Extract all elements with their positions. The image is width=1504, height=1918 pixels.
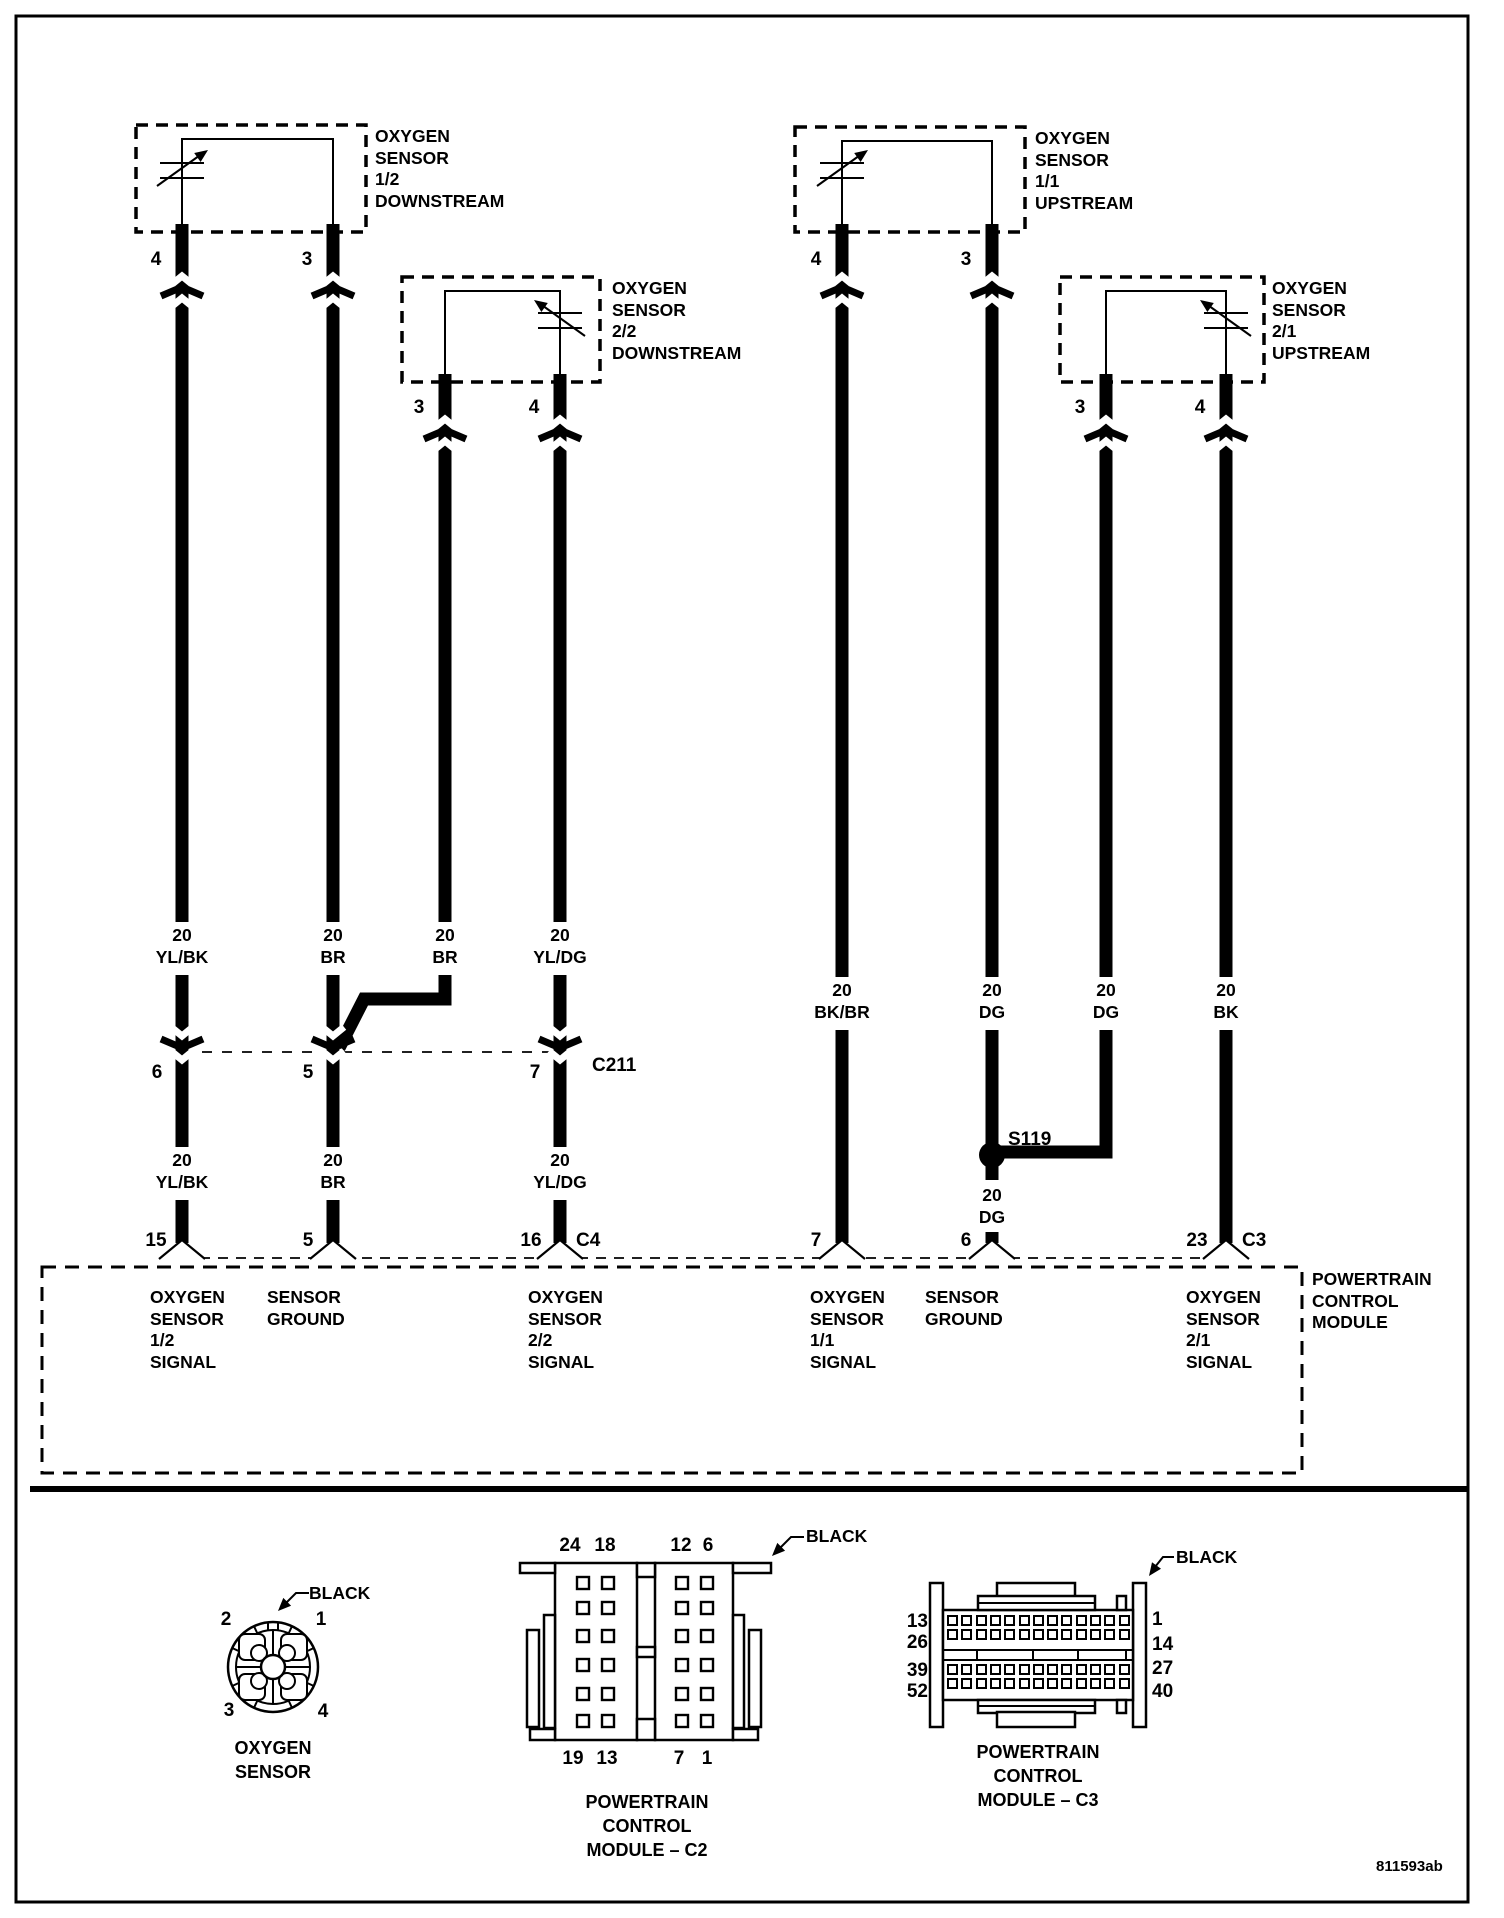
- label-line: DOWNSTREAM: [612, 342, 742, 363]
- pcm-circuit-label-sensor-ground: SENSOR GROUND: [267, 1287, 345, 1329]
- label-line: OXYGEN: [1272, 278, 1347, 298]
- pcm-pin-number: 5: [302, 1230, 314, 1251]
- pcm-circuit-label-o2-2-1-signal: OXYGEN SENSOR 2/1 SIGNAL: [1186, 1287, 1261, 1372]
- c211-pin-number: 5: [302, 1062, 314, 1083]
- diagram-part-number: 811593ab: [1376, 1858, 1443, 1875]
- wire-label: 20 BK/BR: [814, 980, 870, 1022]
- c3-pin-39: 39: [906, 1660, 928, 1681]
- sensor-pin-number: 3: [1074, 397, 1086, 418]
- c211-pin-number: 6: [151, 1062, 163, 1083]
- label-line: 2/2: [612, 321, 637, 341]
- sensor-2-1-box: [1060, 277, 1264, 382]
- o2-connector-color-label: BLACK: [309, 1583, 371, 1603]
- c3-pin-27: 27: [1152, 1658, 1174, 1679]
- c2-pin-24: 24: [559, 1535, 581, 1556]
- pcm-circuit-label-o2-1-1-signal: OXYGEN SENSOR 1/1 SIGNAL: [810, 1287, 885, 1372]
- wire-br-merge-elbow: [339, 975, 445, 1048]
- wire-label: 20 YL/BK: [155, 925, 209, 967]
- sensor-2-2-box: [402, 277, 600, 382]
- wire-label: 20 BK: [1213, 980, 1239, 1022]
- c3-connector-caption: POWERTRAIN CONTROL MODULE – C3: [976, 1742, 1100, 1810]
- c2-pin-18: 18: [594, 1535, 616, 1556]
- sensor-2-1-upstream-label: [1272, 278, 1370, 364]
- pcm-pin-number: 6: [960, 1230, 972, 1251]
- c2-pin-1: 1: [701, 1748, 713, 1769]
- o2-view-pin-4: 4: [317, 1701, 329, 1722]
- label-line: SENSOR: [612, 299, 686, 320]
- sensor-pin-number: 4: [150, 249, 162, 270]
- c2-pin-6: 6: [702, 1535, 714, 1556]
- label-line: SENSOR: [1035, 149, 1109, 170]
- c3-connector-color-label: BLACK: [1176, 1547, 1238, 1567]
- section-divider: [30, 1486, 1468, 1492]
- o2-connector-caption: OXYGEN SENSOR: [234, 1738, 312, 1782]
- sensor-1-1-box: [795, 127, 1025, 232]
- c211-connector-name: C211: [592, 1055, 637, 1076]
- sensor-2-2-downstream-label: [612, 278, 741, 364]
- label-line: UPSTREAM: [1272, 342, 1371, 363]
- sensor-pin-number: 3: [960, 249, 972, 270]
- pcm-connector-c3-label: C3: [1242, 1230, 1267, 1251]
- sensor-pin-number: 4: [810, 249, 822, 270]
- pcm-connector-c4-label: C4: [576, 1230, 601, 1251]
- splice-s119-dot: [979, 1142, 1005, 1168]
- pcm-pin-number: 23: [1186, 1230, 1208, 1251]
- pcm-pin-number: 15: [145, 1230, 167, 1251]
- c2-connector-caption: POWERTRAIN CONTROL MODULE – C2: [585, 1792, 709, 1860]
- pcm-circuit-label-sensor-ground-2: SENSOR GROUND: [925, 1287, 1003, 1329]
- wire-label: 20 DG: [978, 1185, 1006, 1227]
- o2-connector-view: [228, 1622, 318, 1712]
- wire-label: 20 YL/BK: [155, 1150, 209, 1192]
- pcm-box: [42, 1267, 1302, 1473]
- pcm-circuit-label-o2-2-2-signal: OXYGEN SENSOR 2/2 SIGNAL: [528, 1287, 603, 1372]
- o2-view-pin-3: 3: [223, 1700, 235, 1721]
- c2-pin-13: 13: [596, 1748, 618, 1769]
- pcm-c2-connector-view: [520, 1563, 771, 1740]
- label-line: 1/2: [375, 169, 400, 189]
- sensor-pin-number: 4: [1194, 397, 1206, 418]
- wire-label: 20 YL/DG: [533, 1150, 587, 1192]
- sensor-pin-number: 3: [413, 397, 425, 418]
- sensor-1-2-downstream-label: [375, 126, 504, 212]
- pcm-title: POWERTRAIN CONTROL MODULE: [1312, 1269, 1432, 1332]
- label-line: 1/1: [1035, 171, 1060, 191]
- c3-pin-52: 52: [906, 1681, 928, 1702]
- label-line: OXYGEN: [1035, 128, 1110, 148]
- wire-label: 20 BR: [432, 925, 458, 967]
- pcm-pin-number: 16: [520, 1230, 542, 1251]
- label-line: SENSOR: [375, 147, 449, 168]
- c2-pin-19: 19: [562, 1748, 584, 1769]
- wire-label: 20 YL/DG: [533, 925, 587, 967]
- c2-pin-7: 7: [673, 1748, 685, 1769]
- circuit-wires: [182, 224, 1226, 1243]
- wire-label: 20 DG: [1092, 980, 1120, 1022]
- label-line: OXYGEN: [612, 278, 687, 298]
- sensor-1-1-upstream-label: [1035, 128, 1133, 214]
- wire-label: 20 DG: [978, 980, 1006, 1022]
- label-line: SENSOR: [1272, 299, 1346, 320]
- sensor-pin-number: 4: [528, 397, 540, 418]
- o2-view-pin-1: 1: [315, 1609, 327, 1630]
- sensor-pin-number: 3: [301, 249, 313, 270]
- label-line: 2/1: [1272, 321, 1297, 341]
- c2-connector-color-label: BLACK: [806, 1526, 868, 1546]
- c2-pin-12: 12: [670, 1535, 692, 1556]
- c3-pin-13: 13: [906, 1611, 928, 1632]
- wire-label: 20 BR: [320, 1150, 346, 1192]
- c3-pin-14: 14: [1152, 1634, 1174, 1655]
- pcm-pin-number: 7: [810, 1230, 822, 1251]
- label-line: DOWNSTREAM: [375, 190, 505, 211]
- c211-chevrons-down: [161, 1027, 581, 1060]
- label-line: OXYGEN: [375, 126, 450, 146]
- c3-pin-40: 40: [1152, 1681, 1174, 1702]
- pcm-circuit-label-o2-1-2-signal: OXYGEN SENSOR 1/2 SIGNAL: [150, 1287, 225, 1372]
- c211-pin-number: 7: [529, 1062, 541, 1083]
- label-line: UPSTREAM: [1035, 192, 1134, 213]
- o2-view-pin-2: 2: [220, 1609, 232, 1630]
- wire-label: 20 BR: [320, 925, 346, 967]
- pcm-pin-tents: [159, 1240, 1249, 1259]
- c3-pin-1: 1: [1152, 1609, 1163, 1630]
- c3-pin-26: 26: [906, 1632, 928, 1653]
- splice-s119-label: S119: [1008, 1129, 1052, 1150]
- pcm-c3-connector-view: [930, 1583, 1146, 1727]
